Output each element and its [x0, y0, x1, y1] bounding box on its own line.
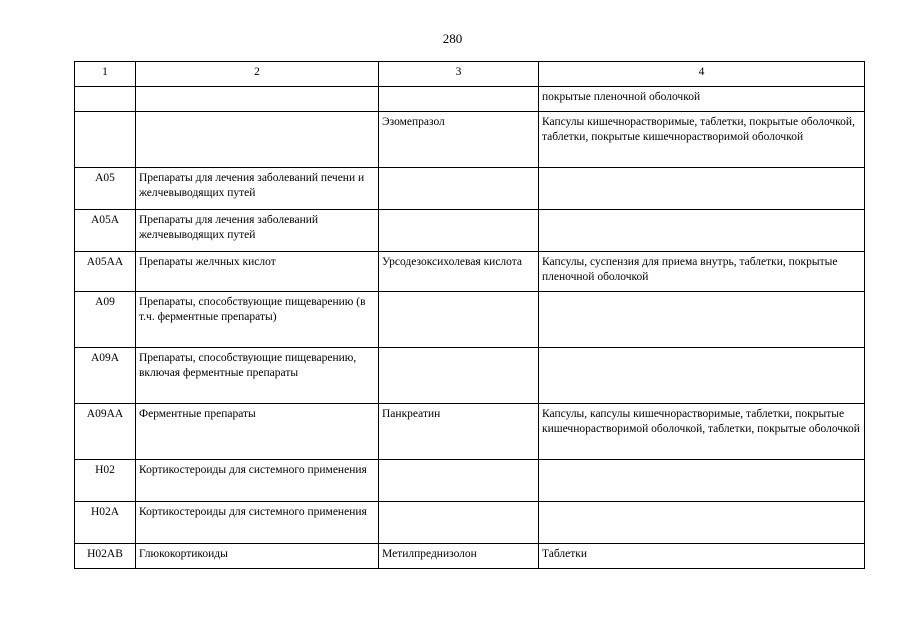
table-row [75, 348, 865, 404]
code-cell: A09 [75, 292, 136, 348]
code-cell: H02AB [75, 544, 136, 569]
table-row [75, 112, 865, 168]
substance-cell: Панкреатин [379, 404, 539, 460]
dosage-forms-cell [539, 460, 865, 502]
group-cell: Кортикостероиды для системного применения [136, 502, 379, 544]
table-row [75, 460, 865, 502]
drug-table [74, 61, 865, 569]
group-cell [136, 87, 379, 112]
substance-cell [379, 168, 539, 210]
table-row [75, 292, 865, 348]
code-cell: A09AA [75, 404, 136, 460]
dosage-forms-cell [539, 210, 865, 252]
table-row [75, 544, 865, 569]
group-cell: Глюкокортикоиды [136, 544, 379, 569]
group-cell [136, 112, 379, 168]
substance-cell [379, 87, 539, 112]
group-cell: Ферментные препараты [136, 404, 379, 460]
code-cell: A09A [75, 348, 136, 404]
substance-cell [379, 348, 539, 404]
column-header-3: 3 [379, 62, 539, 87]
substance-cell: Эзомепразол [379, 112, 539, 168]
table-row [75, 87, 865, 112]
dosage-forms-cell [539, 168, 865, 210]
substance-cell [379, 292, 539, 348]
substance-cell: Метилпреднизолон [379, 544, 539, 569]
dosage-forms-cell [539, 502, 865, 544]
dosage-forms-cell: покрытые пленочной оболочкой [539, 87, 865, 112]
group-cell: Препараты желчных кислот [136, 252, 379, 292]
dosage-forms-cell: Таблетки [539, 544, 865, 569]
table-row [75, 404, 865, 460]
code-cell: H02 [75, 460, 136, 502]
code-cell [75, 112, 136, 168]
code-cell: A05AA [75, 252, 136, 292]
header-row [75, 62, 865, 87]
substance-cell [379, 210, 539, 252]
dosage-forms-cell: Капсулы кишечнорастворимые, таблетки, покрытые оболочкой, таблетки, покрытые кишечнорастворимой оболочкой [539, 112, 865, 168]
group-cell: Препараты, способствующие пищеварению (в т.ч. ферментные препараты) [136, 292, 379, 348]
code-cell: H02A [75, 502, 136, 544]
table-row [75, 210, 865, 252]
dosage-forms-cell [539, 348, 865, 404]
substance-cell [379, 502, 539, 544]
group-cell: Препараты, способствующие пищеварению, включая ферментные препараты [136, 348, 379, 404]
page-number: 280 [442, 31, 463, 46]
group-cell: Кортикостероиды для системного применения [136, 460, 379, 502]
group-cell: Препараты для лечения заболеваний желчевыводящих путей [136, 210, 379, 252]
substance-cell: Урсодезоксихолевая кислота [379, 252, 539, 292]
table-body [75, 87, 865, 569]
dosage-forms-cell [539, 292, 865, 348]
column-header-2: 2 [136, 62, 379, 87]
table-row [75, 168, 865, 210]
group-cell: Препараты для лечения заболеваний печени и желчевыводящих путей [136, 168, 379, 210]
substance-cell [379, 460, 539, 502]
dosage-forms-cell: Капсулы, капсулы кишечнорастворимые, таблетки, покрытые кишечнорастворимой оболочкой, таблетки, покрытые оболочкой [539, 404, 865, 460]
column-header-1: 1 [75, 62, 136, 87]
code-cell: A05 [75, 168, 136, 210]
table-row [75, 502, 865, 544]
code-cell [75, 87, 136, 112]
column-header-4: 4 [539, 62, 865, 87]
code-cell: A05A [75, 210, 136, 252]
table-row [75, 252, 865, 292]
dosage-forms-cell: Капсулы, суспензия для приема внутрь, таблетки, покрытые пленочной оболочкой [539, 252, 865, 292]
